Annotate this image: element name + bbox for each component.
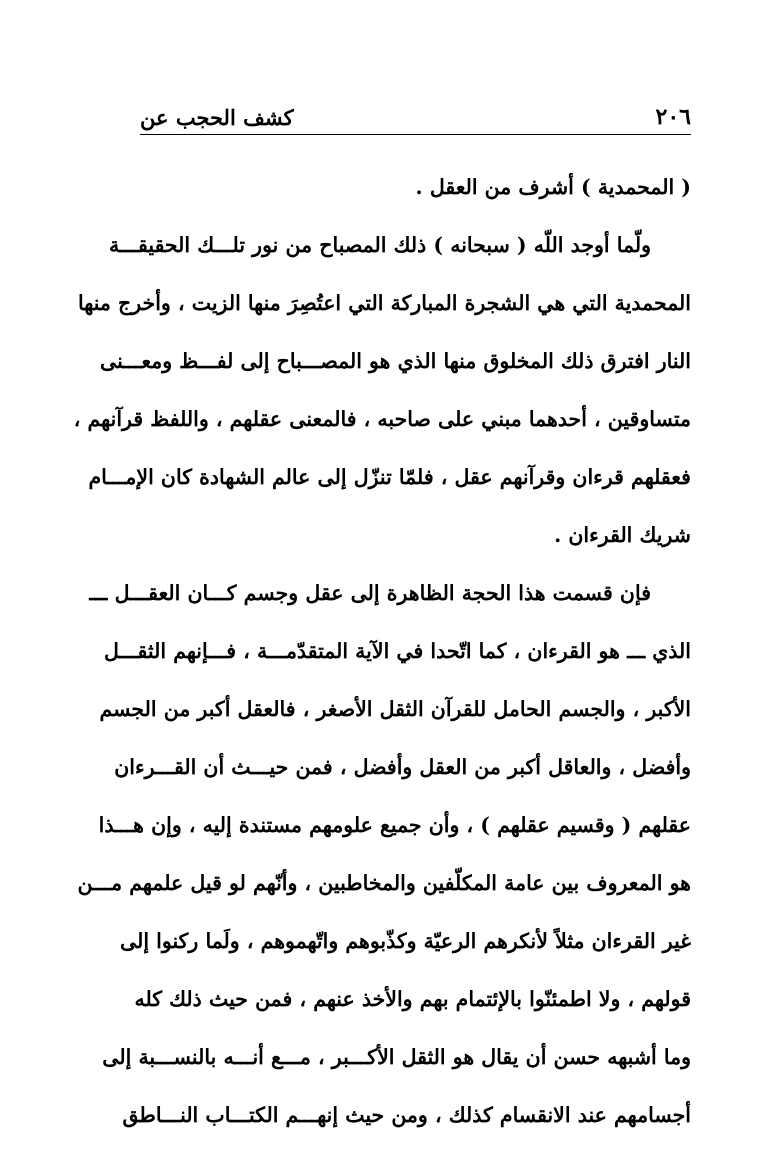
text-line: ولّما أوجد اللّه ( سبحانه ) ذلك المصباح من نور تلـــك الحقيقـــة xyxy=(109,233,651,257)
text-line: هو المعروف بين عامة المكلّفين والمخاطبين ، وأنّهم لو قيل علمهم مـــن xyxy=(77,871,691,895)
text-line: الأكبر ، والجسم الحامل للقرآن الثقل الأصغر ، فالعقل أكبر من الجسم xyxy=(99,697,691,721)
text-line: فإن قسمت هذا الحجة الظاهرة إلى عقل وجسم كـــان العقـــل ـــ xyxy=(89,581,651,605)
text-line: شريك القرءان . xyxy=(554,523,691,547)
text-line: عقلهم ( وقسيم عقلهم ) ، وأن جميع علومهم مستندة إليه ، وإن هـــذا xyxy=(98,813,691,837)
text-line: متساوقين ، أحدهما مبني على صاحبه ، فالمعنى عقلهم ، واللفظ قرآنهم ، xyxy=(73,407,691,431)
page-number: ٢٠٦ xyxy=(655,104,691,130)
text-line: فعقلهم قرءان وقرآنهم عقل ، فلمّا تنزّل إلى عالم الشهادة كان الإمـــام xyxy=(88,465,691,489)
text-line: وأفضل ، والعاقل أكبر من العقل وأفضل ، فمن حيـــث أن القـــرءان xyxy=(114,755,691,779)
header-title: كشف الحجب عن xyxy=(140,105,294,130)
text-line: غير القرءان مثلاً لأنكرهم الرعيّة وكذّبوهم واتّهموهم ، ولَما ركنوا إلى xyxy=(120,929,691,953)
running-header xyxy=(140,92,691,135)
text-line: وما أشبهه حسن أن يقال هو الثقل الأكـــبر ، مـــع أنـــه بالنســـبة إلى xyxy=(102,1045,691,1069)
text-line: الذي ـــ هو القرءان ، كما اتّحدا في الآية المتقدّمـــة ، فـــإنهم الثقـــل xyxy=(104,639,691,663)
text-line: ( المحمدية ) أشرف من العقل . xyxy=(415,175,691,199)
text-line: المحمدية التي هي الشجرة المباركة التي اعتُصِرَ منها الزيت ، وأخرج منها xyxy=(78,291,691,315)
text-line: النار افترق ذلك المخلوق منها الذي هو المصـــباح إلى لفـــظ ومعـــنى xyxy=(100,349,691,373)
text-line: قولهم ، ولا اطمئنّوا بالإئتمام بهم والأخذ عنهم ، فمن حيث ذلك كله xyxy=(134,987,691,1011)
body-text xyxy=(73,158,691,1144)
text-line: أجسامهم عند الانقسام كذلك ، ومن حيث إنهـــم الكتـــاب النـــاطق xyxy=(122,1103,691,1127)
